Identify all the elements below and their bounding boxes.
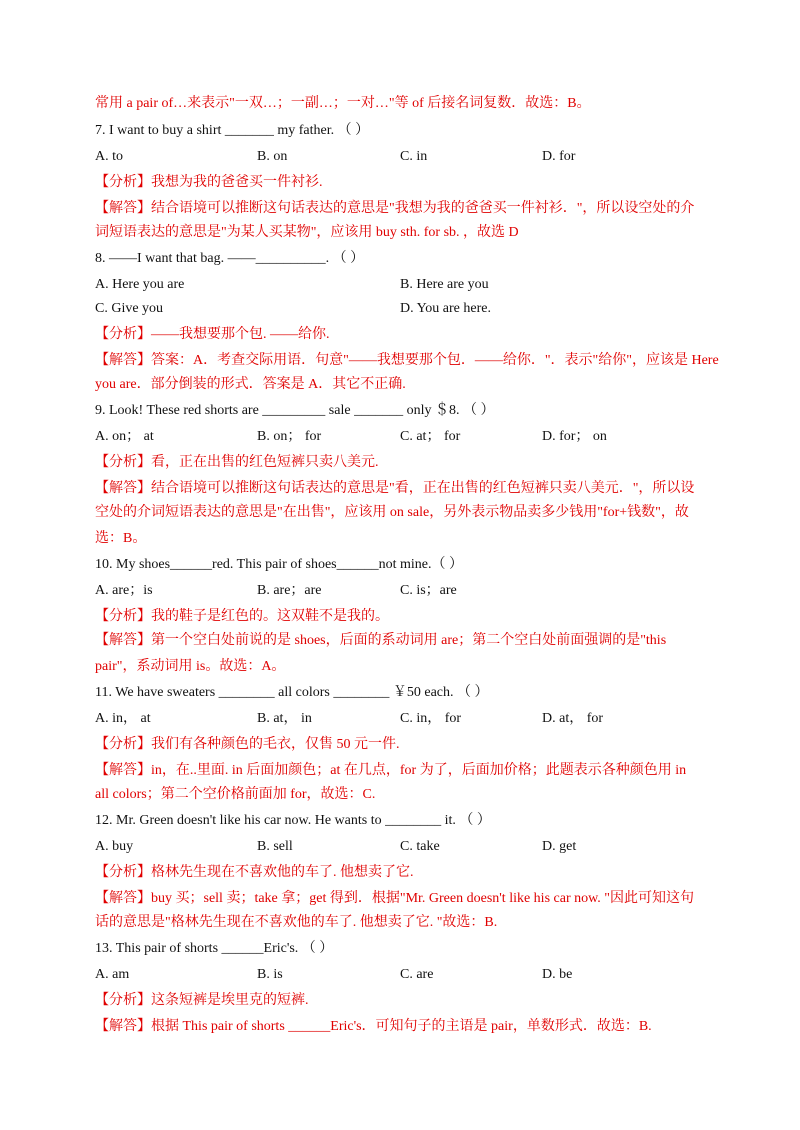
option-choice: C. in， for: [400, 711, 462, 726]
answer-text-line: 【解答】第一个空白处前说的是 shoes，后面的系动词用 are；第二个空白处前面强调的是"this: [95, 633, 667, 648]
option-choice: A. are；is: [95, 583, 153, 598]
question-text: 12. Mr. Green doesn't like his car now. He wants to ________ it. （ ）: [95, 813, 491, 828]
options-row: [95, 966, 755, 984]
option-choice: C. in: [400, 149, 428, 164]
option-choice: B. sell: [257, 839, 293, 854]
option-choice: B. are；are: [257, 583, 322, 598]
option-choice: D. get: [542, 839, 577, 854]
answer-text-line: 【解答】结合语境可以推断这句话表达的意思是"看，正在出售的红色短裤只卖八美元．"，所以设: [95, 481, 695, 496]
options-row: [95, 710, 755, 728]
answer-text-line: 【解答】buy 买；sell 卖；take 拿；get 得到．根据"Mr. Green doesn't like his car now. "因此可知这句: [95, 891, 695, 906]
option-choice: A. buy: [95, 839, 134, 854]
option-choice: D. for； on: [542, 429, 607, 444]
answer-text-line: you are．部分倒装的形式．答案是 A．其它不正确.: [95, 377, 406, 392]
answer-text-line: 【分析】我们有各种颜色的毛衣，仅售 50 元一件.: [95, 737, 400, 752]
options-row: [95, 838, 755, 856]
option-choice: B. on: [257, 149, 288, 164]
option-choice: C. Give you: [95, 301, 164, 316]
answer-text-line: 话的意思是"格林先生现在不喜欢他的车了. 他想卖了它. "故选：B.: [95, 915, 498, 930]
option-choice: C. are: [400, 967, 434, 982]
option-choice: B. at， in: [257, 711, 312, 726]
question-text: 9. Look! These red shorts are _________ sale _______ only ＄8. （ ）: [95, 403, 495, 418]
options-row: [95, 276, 755, 294]
question-text: 11. We have sweaters ________ all colors ________ ￥50 each. （ ）: [95, 685, 489, 700]
option-choice: D. at， for: [542, 711, 604, 726]
answer-text-line: 【分析】我想为我的爸爸买一件衬衫.: [95, 175, 323, 190]
option-choice: A. Here you are: [95, 277, 185, 292]
option-choice: D. You are here.: [400, 301, 491, 316]
options-row: [95, 300, 755, 318]
option-choice: D. for: [542, 149, 576, 164]
answer-text-line: 【分析】——我想要那个包. ——给你.: [95, 327, 330, 342]
answer-text-line: 【解答】根据 This pair of shorts ______Eric's．可知句子的主语是 pair，单数形式．故选：B.: [95, 1019, 652, 1034]
question-text: 7. I want to buy a shirt _______ my father. （ ）: [95, 123, 370, 138]
options-row: [95, 148, 755, 166]
answer-text-line: 【解答】答案：A．考查交际用语．句意"——我想要那个包．——给你．"．表示"给你"，应该是 Here: [95, 353, 719, 368]
answer-text-line: 词短语表达的意思是"为某人买某物"，应该用 buy sth. for sb. ，故选 D: [95, 225, 519, 240]
answer-text-line: 常用 a pair of…来表示"一双…；一副…；一对…"等 of 后接名词复数．故选：B。: [95, 96, 591, 111]
option-choice: C. is；are: [400, 583, 457, 598]
option-choice: A. on； at: [95, 429, 154, 444]
option-choice: B. on； for: [257, 429, 322, 444]
answer-text-line: 空处的介词短语表达的意思是"在出售"，应该用 on sale，另外表示物品卖多少钱用"for+钱数"，故: [95, 505, 689, 520]
option-choice: A. to: [95, 149, 123, 164]
answer-text-line: all colors；第二个空价格前面加 for，故选：C.: [95, 787, 376, 802]
answer-text-line: 【分析】这条短裤是埃里克的短裤.: [95, 993, 309, 1008]
question-text: 13. This pair of shorts ______Eric's. （ ）: [95, 941, 334, 956]
options-row: [95, 582, 755, 600]
option-choice: D. be: [542, 967, 573, 982]
answer-text-line: 【分析】格林先生现在不喜欢他的车了. 他想卖了它.: [95, 865, 414, 880]
answer-text-line: 【分析】我的鞋子是红色的。这双鞋不是我的。: [95, 609, 389, 624]
option-choice: A. in， at: [95, 711, 151, 726]
answer-text-line: 【解答】结合语境可以推断这句话表达的意思是"我想为我的爸爸买一件衬衫．"，所以设空处的介: [95, 201, 695, 216]
question-text: 8. ——I want that bag. ——__________. （ ）: [95, 251, 365, 266]
answer-text-line: 【解答】in，在..里面. in 后面加颜色；at 在几点，for 为了，后面加价格；此题表示各种颜色用 in: [95, 763, 687, 778]
option-choice: B. is: [257, 967, 283, 982]
options-row: [95, 428, 755, 446]
option-choice: B. Here are you: [400, 277, 489, 292]
option-choice: A. am: [95, 967, 130, 982]
answer-text-line: pair"，系动词用 is。故选：A。: [95, 659, 286, 674]
option-choice: C. at； for: [400, 429, 461, 444]
question-text: 10. My shoes______red. This pair of shoes______not mine.（ ）: [95, 557, 463, 572]
option-choice: C. take: [400, 839, 440, 854]
answer-text-line: 【分析】看，正在出售的红色短裤只卖八美元.: [95, 455, 379, 470]
answer-text-line: 选：B。: [95, 531, 147, 546]
